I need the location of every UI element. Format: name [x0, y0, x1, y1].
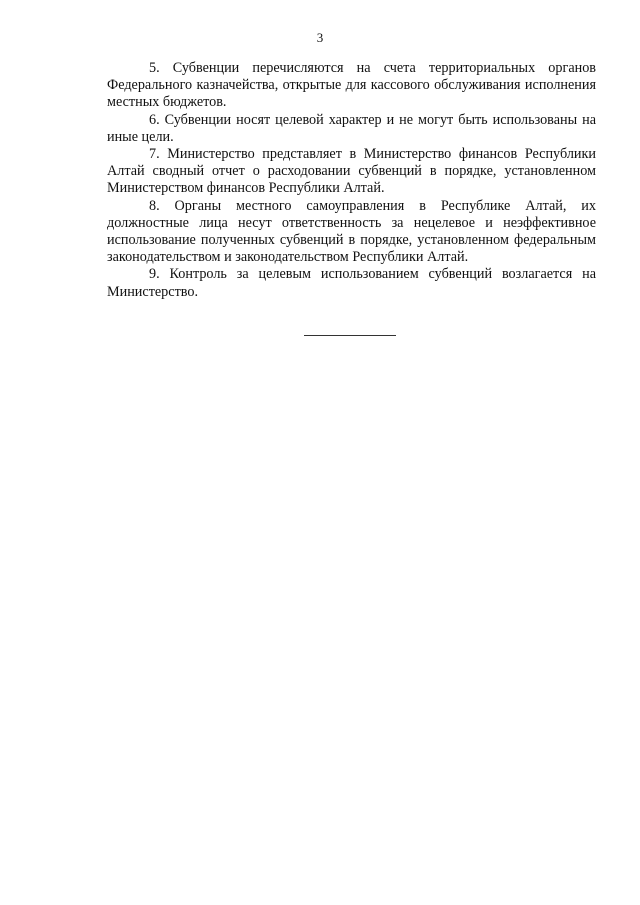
paragraph-8: 8. Органы местного самоуправления в Республике Алтай, их должностные лица несут ответственность за нецелевое и неэффективное использование полученных субвенций в порядке, установленном федеральным законодательством и законодательством Республики Алтай.: [107, 197, 596, 266]
page-number: 3: [316, 30, 324, 45]
end-divider-line: [304, 335, 396, 336]
paragraph-9: 9. Контроль за целевым использованием субвенций возлагается на Министерство.: [107, 266, 596, 300]
paragraph-5: 5. Субвенции перечисляются на счета территориальных органов Федерального казначейства, открытые для кассового обслуживания исполнения местных бюджетов.: [107, 60, 596, 111]
paragraph-6: 6. Субвенции носят целевой характер и не могут быть использованы на иные цели.: [107, 111, 596, 145]
paragraph-7: 7. Министерство представляет в Министерство финансов Республики Алтай сводный отчет о расходовании субвенций в порядке, установленном Министерством финансов Республики Алтай.: [107, 146, 596, 197]
document-body: [107, 60, 596, 301]
